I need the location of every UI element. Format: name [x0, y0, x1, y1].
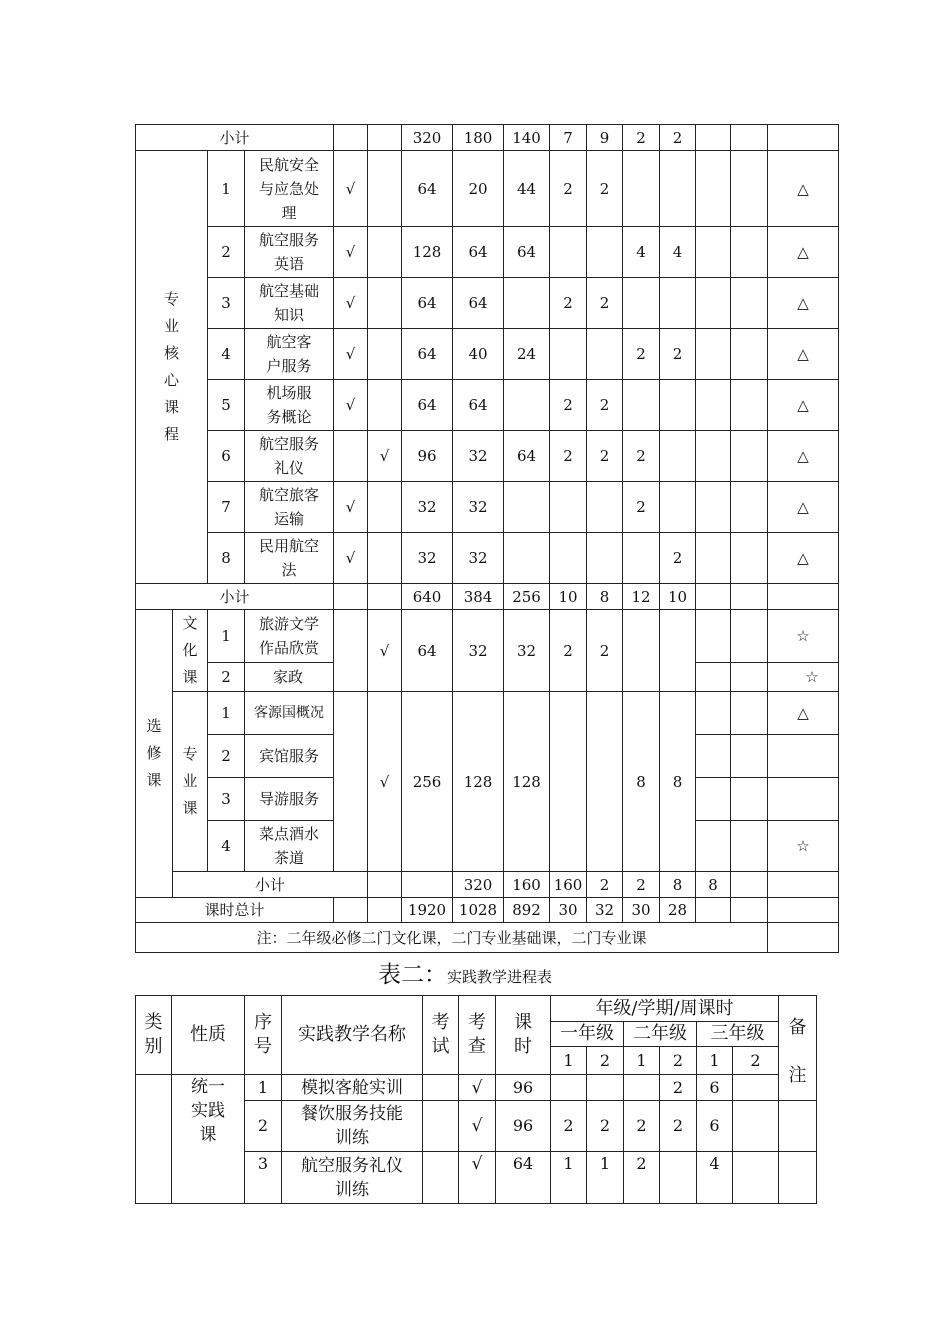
- mark-cell: ☆: [768, 821, 839, 872]
- mark-cell: ☆: [768, 662, 839, 691]
- cell: 128: [402, 227, 453, 278]
- header-remark: 备 注: [779, 996, 817, 1101]
- check-mark: √: [368, 692, 402, 872]
- cell: 2: [208, 227, 245, 278]
- mark-cell: △: [768, 380, 839, 431]
- mark-cell: △: [768, 151, 839, 227]
- cell: [660, 431, 696, 482]
- core-course-row: [136, 431, 839, 482]
- course-name: 机场服 务概论: [245, 380, 334, 431]
- practice-name: 模拟客舱实训: [282, 1075, 423, 1101]
- cell: [587, 329, 623, 380]
- core-course-row: [136, 151, 839, 227]
- cell: [660, 151, 696, 227]
- cell: [623, 278, 660, 329]
- cell: 6: [697, 1075, 733, 1101]
- cell: 1028: [453, 898, 504, 923]
- practice-schedule-table: [135, 995, 817, 1204]
- practice-name: 餐饮服务技能 训练: [282, 1101, 423, 1152]
- elective-category: 选 修 课: [136, 610, 173, 898]
- elective-prof-row-1: [136, 692, 839, 735]
- cell: 1: [587, 1152, 624, 1204]
- course-name: 航空服务 英语: [245, 227, 334, 278]
- cell: 2: [660, 533, 696, 584]
- course-name: 宾馆服务: [245, 735, 334, 778]
- cell: [504, 533, 550, 584]
- cell: 8: [208, 533, 245, 584]
- cell: [504, 380, 550, 431]
- core-course-row: [136, 278, 839, 329]
- cell: [660, 482, 696, 533]
- term-3: 1: [624, 1047, 660, 1075]
- cell: 4: [697, 1152, 733, 1204]
- cell: 8: [696, 872, 731, 898]
- cell: [334, 431, 368, 482]
- term-6: 2: [733, 1047, 779, 1075]
- core-course-rows: [136, 151, 839, 584]
- cell: 96: [496, 1101, 551, 1152]
- cell: 4: [660, 227, 696, 278]
- cell: 10: [550, 584, 587, 610]
- cell: 24: [504, 329, 550, 380]
- cell: 44: [504, 151, 550, 227]
- cell: [587, 227, 623, 278]
- cell: 180: [453, 125, 504, 151]
- header-exam: 考 试: [423, 996, 459, 1075]
- cell: 640: [402, 584, 453, 610]
- course-name: 航空旅客 运输: [245, 482, 334, 533]
- mark-cell: △: [768, 533, 839, 584]
- cell: √: [334, 329, 368, 380]
- core-course-row: [136, 227, 839, 278]
- cell: 32: [453, 610, 504, 692]
- cell: 2: [624, 1152, 660, 1204]
- cell: [550, 482, 587, 533]
- course-name: 旅游文学 作品欣赏: [245, 610, 334, 663]
- mark-cell: △: [768, 482, 839, 533]
- cell: 2: [550, 431, 587, 482]
- note-text: 注：二年级必修二门文化课，二门专业基础课，二门专业课: [136, 923, 768, 953]
- cell: 32: [504, 610, 550, 692]
- cell: [368, 533, 402, 584]
- mark-cell: △: [768, 278, 839, 329]
- core-course-row: [136, 533, 839, 584]
- cell: 320: [453, 872, 504, 898]
- cell: 30: [623, 898, 660, 923]
- subtotal-label: 小计: [136, 584, 334, 610]
- term-5: 1: [697, 1047, 733, 1075]
- cell: [551, 1075, 587, 1101]
- cell: 64: [504, 431, 550, 482]
- cell: 96: [496, 1075, 551, 1101]
- mark-cell: [768, 778, 839, 821]
- caption-subtitle: 实践教学进程表: [447, 968, 553, 986]
- cell: 64: [496, 1152, 551, 1204]
- course-name: 航空服务 礼仪: [245, 431, 334, 482]
- cell: 2: [660, 1101, 697, 1152]
- cell: 32: [587, 898, 623, 923]
- term-2: 2: [587, 1047, 624, 1075]
- cell: 256: [504, 584, 550, 610]
- cell: 4: [623, 227, 660, 278]
- cell: 3: [208, 278, 245, 329]
- cell: 2: [623, 125, 660, 151]
- cell: 3: [208, 778, 245, 821]
- cell: [660, 380, 696, 431]
- cell: 4: [208, 821, 245, 872]
- cell: √: [334, 278, 368, 329]
- header-name: 实践教学名称: [282, 996, 423, 1075]
- cell: [733, 1075, 779, 1101]
- cell: 2: [623, 482, 660, 533]
- cell: 1: [208, 692, 245, 735]
- header-nature: 性质: [172, 996, 245, 1075]
- mark-cell: △: [768, 692, 839, 735]
- cell: 8: [623, 692, 660, 872]
- cell: 1920: [402, 898, 453, 923]
- total-label: 课时总计: [136, 898, 334, 923]
- header-no: 序 号: [245, 996, 282, 1075]
- cell: 1: [208, 151, 245, 227]
- cell: √: [334, 533, 368, 584]
- cell: 9: [587, 125, 623, 151]
- mark-cell: ☆: [768, 610, 839, 663]
- cell: 8: [660, 872, 696, 898]
- cell: 8: [587, 584, 623, 610]
- cell: 2: [660, 329, 696, 380]
- cell: 2: [550, 610, 587, 692]
- cell: 2: [550, 278, 587, 329]
- cell: 320: [402, 125, 453, 151]
- cell: [660, 278, 696, 329]
- mark-cell: [768, 735, 839, 778]
- cell: √: [368, 431, 402, 482]
- cell: 64: [402, 151, 453, 227]
- cell: 256: [402, 692, 453, 872]
- cell: [368, 380, 402, 431]
- cell: 2: [623, 872, 660, 898]
- cell: 1: [208, 610, 245, 663]
- cell: 2: [208, 662, 245, 691]
- cell: 64: [453, 227, 504, 278]
- cell: [587, 533, 623, 584]
- cell: 128: [453, 692, 504, 872]
- cell: 2: [587, 431, 623, 482]
- practice-row-1: [136, 1075, 817, 1101]
- practice-name: 航空服务礼仪 训练: [282, 1152, 423, 1204]
- course-name: 客源国概况: [245, 692, 334, 735]
- cell: 2: [660, 1075, 697, 1101]
- cell: √: [334, 151, 368, 227]
- header-row-1: [136, 996, 817, 1022]
- header-category: 类 别: [136, 996, 172, 1075]
- cell: 64: [504, 227, 550, 278]
- cell: 32: [402, 533, 453, 584]
- cell: 892: [504, 898, 550, 923]
- note-row: [136, 923, 839, 953]
- cell: [660, 1152, 697, 1204]
- header-grade3: 三年级: [697, 1022, 779, 1047]
- cell: [550, 329, 587, 380]
- cell: 128: [504, 692, 550, 872]
- course-name: 导游服务: [245, 778, 334, 821]
- course-name: 家政: [245, 662, 334, 691]
- cell: 2: [587, 1101, 624, 1152]
- culture-label: 文 化 课: [173, 610, 208, 692]
- cell: [623, 533, 660, 584]
- subtotal-label: 小计: [136, 125, 334, 151]
- course-name: 菜点酒水 茶道: [245, 821, 334, 872]
- cell: 7: [208, 482, 245, 533]
- cell: 64: [402, 380, 453, 431]
- cell: [368, 151, 402, 227]
- cell: 2: [623, 329, 660, 380]
- check-mark: √: [368, 610, 402, 692]
- cell: 32: [453, 482, 504, 533]
- cell: 2: [551, 1101, 587, 1152]
- header-grade2: 二年级: [624, 1022, 697, 1047]
- cell: 2: [208, 735, 245, 778]
- caption-title: 表二：: [378, 962, 447, 988]
- cell: 40: [453, 329, 504, 380]
- total-row: [136, 898, 839, 923]
- cell: 32: [453, 431, 504, 482]
- cell: 160: [504, 872, 550, 898]
- cell: 64: [402, 329, 453, 380]
- cell: 2: [587, 278, 623, 329]
- cell: [368, 227, 402, 278]
- cell: √: [334, 482, 368, 533]
- mark-cell: △: [768, 329, 839, 380]
- cell: [550, 533, 587, 584]
- header-check: 考 查: [459, 996, 496, 1075]
- cell: 6: [697, 1101, 733, 1152]
- check-mark: √: [459, 1152, 496, 1204]
- cell: 64: [453, 380, 504, 431]
- cell: [368, 278, 402, 329]
- cell: 2: [660, 125, 696, 151]
- professional-label: 专 业 课: [173, 692, 208, 872]
- cell: [623, 380, 660, 431]
- cell: 1: [551, 1152, 587, 1204]
- cell: 2: [550, 380, 587, 431]
- term-1: 1: [551, 1047, 587, 1075]
- cell: 2: [587, 151, 623, 227]
- cell: 64: [402, 278, 453, 329]
- cell: 32: [453, 533, 504, 584]
- cell: [733, 1152, 779, 1204]
- subtotal-row-top: [136, 125, 839, 151]
- cell: [368, 329, 402, 380]
- cell: 4: [208, 329, 245, 380]
- course-schedule-table: [135, 124, 839, 953]
- cell: [550, 227, 587, 278]
- cell: [733, 1101, 779, 1152]
- header-grade1: 一年级: [551, 1022, 624, 1047]
- check-mark: √: [459, 1075, 496, 1101]
- cell: √: [334, 380, 368, 431]
- course-name: 航空基础 知识: [245, 278, 334, 329]
- cell: 28: [660, 898, 696, 923]
- cell: [504, 278, 550, 329]
- cell: 384: [453, 584, 504, 610]
- cell: 2: [550, 151, 587, 227]
- cell: [624, 1075, 660, 1101]
- cell: 64: [402, 610, 453, 692]
- cell: 64: [453, 278, 504, 329]
- course-name: 航空客 户服务: [245, 329, 334, 380]
- cell: [587, 482, 623, 533]
- cell: 8: [660, 692, 696, 872]
- cell: [623, 151, 660, 227]
- cell: [504, 482, 550, 533]
- cell: 140: [504, 125, 550, 151]
- course-name: 民航安全 与应急处 理: [245, 151, 334, 227]
- cell: 7: [550, 125, 587, 151]
- subtotal-label: 小计: [173, 872, 368, 898]
- check-mark: √: [459, 1101, 496, 1152]
- core-course-row: [136, 380, 839, 431]
- cell: 32: [402, 482, 453, 533]
- cell: √: [334, 227, 368, 278]
- cell: 2: [623, 431, 660, 482]
- subtotal-row-core: [136, 584, 839, 610]
- mark-cell: △: [768, 227, 839, 278]
- cell: 12: [623, 584, 660, 610]
- cell: [368, 482, 402, 533]
- cell: 2: [587, 610, 623, 692]
- cell: 30: [550, 898, 587, 923]
- cell: 2: [245, 1101, 282, 1152]
- core-category: 专 业 核 心 课 程: [136, 151, 208, 584]
- subtotal-row-elective: [136, 872, 839, 898]
- course-name: 民用航空 法: [245, 533, 334, 584]
- cell: 160: [550, 872, 587, 898]
- cell: 20: [453, 151, 504, 227]
- cell: 2: [624, 1101, 660, 1152]
- cell: 10: [660, 584, 696, 610]
- nature-value: 统一 实践 课: [172, 1075, 245, 1204]
- cell: 2: [587, 380, 623, 431]
- cell: 5: [208, 380, 245, 431]
- cell: 6: [208, 431, 245, 482]
- cell: 1: [245, 1075, 282, 1101]
- cell: 96: [402, 431, 453, 482]
- cell: 2: [587, 872, 623, 898]
- term-4: 2: [660, 1047, 697, 1075]
- elective-culture-row-1: [136, 610, 839, 663]
- core-course-row: [136, 482, 839, 533]
- mark-cell: △: [768, 431, 839, 482]
- cell: 3: [245, 1152, 282, 1204]
- header-hours: 课 时: [496, 996, 551, 1075]
- cell: [587, 1075, 624, 1101]
- header-grade-term: 年级/学期/周课时: [551, 996, 779, 1022]
- core-course-row: [136, 329, 839, 380]
- table-caption: [378, 956, 552, 989]
